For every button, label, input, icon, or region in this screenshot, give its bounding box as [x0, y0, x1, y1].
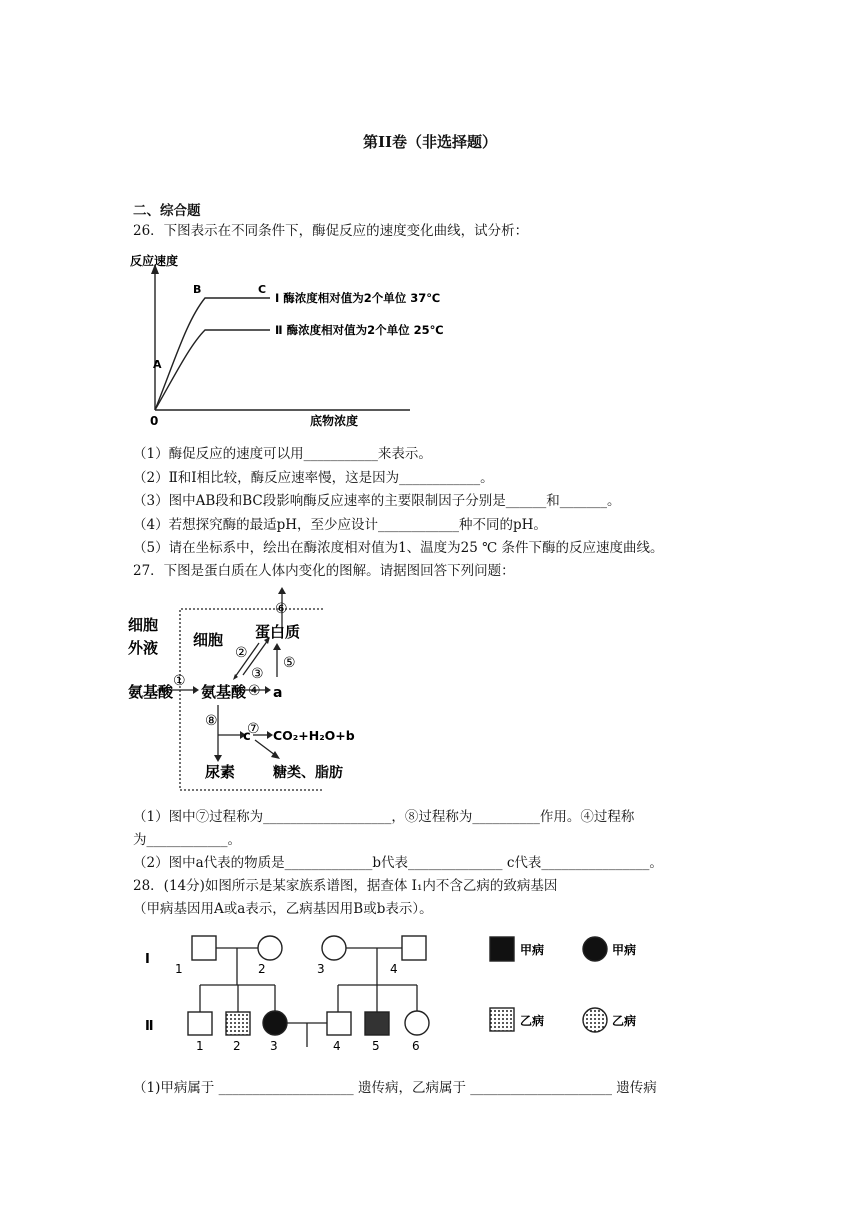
individual-II-3 — [263, 1011, 287, 1035]
process-5-label: ⑤ — [283, 655, 296, 671]
process-1-label: ① — [173, 673, 186, 689]
y-axis-label: 反应速度 — [130, 254, 179, 268]
legend-a-male-label: 甲病 — [520, 943, 545, 957]
q26-item-2: （2）Ⅱ和Ⅰ相比较，酶反应速率慢，这是因为____________。 — [133, 470, 494, 486]
label-II-6: 6 — [412, 1039, 420, 1053]
curve-1-label: Ⅰ 酶浓度相对值为2个单位 37℃ — [275, 291, 441, 305]
section-title: 第II卷（非选择题） — [362, 133, 498, 151]
point-b-label: B — [193, 283, 202, 296]
label-I-2: 2 — [258, 962, 266, 976]
label-I-4: 4 — [390, 962, 398, 976]
generation-2-label: Ⅱ — [145, 1019, 154, 1034]
x-axis-label: 底物浓度 — [310, 414, 359, 428]
q26-stem: 26．下图表示在不同条件下，酶促反应的速度变化曲线，试分析： — [133, 223, 529, 239]
products-label: CO₂+H₂O+b — [273, 728, 355, 743]
curve-2-label: Ⅱ 酶浓度相对值为2个单位 25℃ — [275, 323, 444, 337]
legend-a-male-symbol — [490, 937, 514, 961]
label-I-1: 1 — [175, 962, 183, 976]
q28-stem: 28．(14分)如图所示是某家族系谱图，据查体 I₁内不含乙病的致病基因 — [133, 878, 558, 894]
substance-c-label: c — [243, 729, 251, 744]
cell-label: 细胞 — [193, 631, 224, 649]
individual-II-2 — [226, 1012, 250, 1035]
extracellular-label-2: 外液 — [128, 639, 159, 657]
substance-a-label: a — [273, 685, 283, 701]
section-heading: 二、综合题 — [133, 203, 201, 219]
individual-II-1 — [188, 1012, 212, 1035]
q28-pedigree-figure — [125, 925, 735, 1065]
process-6-label: ⑥ — [275, 601, 288, 617]
q26-item-5: （5）请在坐标系中，绘出在酶浓度相对值为1、温度为25 ℃ 条件下酶的反应速度曲线。 — [133, 540, 664, 556]
individual-II-5 — [365, 1012, 389, 1035]
process-2-label: ② — [235, 645, 248, 661]
q28-stem-2: （甲病基因用A或a表示，乙病基因用B或b表示）。 — [133, 901, 433, 917]
individual-II-6 — [405, 1011, 429, 1035]
q27-item-1b: 为____________。 — [133, 832, 241, 848]
legend-b-male-label: 乙病 — [520, 1014, 545, 1028]
q28-item-1: （1)甲病属于 ____________________ 遗传病，乙病属于 _____________________ 遗传病 — [133, 1080, 657, 1096]
label-II-3: 3 — [270, 1039, 278, 1053]
individual-II-4 — [327, 1012, 351, 1035]
sugars-fats-label: 糖类、脂肪 — [273, 765, 343, 781]
process-3-label: ③ — [251, 666, 264, 682]
label-I-3: 3 — [317, 962, 325, 976]
individual-I-2 — [258, 936, 282, 960]
label-II-5: 5 — [372, 1039, 380, 1053]
label-II-1: 1 — [196, 1039, 204, 1053]
individual-I-1 — [192, 936, 216, 960]
q26-enzyme-curve-figure — [125, 250, 465, 430]
individual-I-4 — [402, 936, 426, 960]
q27-stem: 27．下图是蛋白质在人体内变化的图解。请据图回答下列问题： — [133, 563, 515, 579]
amino-acid-inside-label: 氨基酸 — [201, 683, 247, 701]
point-c-label: C — [258, 283, 267, 296]
legend-a-female-label: 甲病 — [612, 943, 637, 957]
generation-1-label: Ⅰ — [145, 952, 150, 967]
amino-acid-outside-label: 氨基酸 — [128, 683, 174, 701]
legend-b-female-label: 乙病 — [612, 1014, 637, 1028]
origin-label: 0 — [150, 414, 159, 428]
q26-item-3: （3）图中AB段和BC段影响酶反应速率的主要限制因子分别是______和_______。 — [133, 493, 621, 509]
label-II-4: 4 — [333, 1039, 341, 1053]
legend-a-female-symbol — [583, 937, 607, 961]
extracellular-label-1: 细胞 — [128, 616, 159, 634]
process-4-label: ④ — [248, 683, 261, 699]
q26-item-4: （4）若想探究酶的最适pH，至少应设计____________种不同的pH。 — [133, 517, 547, 533]
q26-item-1: （1）酶促反应的速度可以用___________来表示。 — [133, 446, 432, 462]
q27-item-2: （2）图中a代表的物质是_____________b代表______________ c代表________________。 — [133, 855, 663, 871]
protein-label: 蛋白质 — [255, 623, 301, 641]
label-II-2: 2 — [233, 1039, 241, 1053]
process-8-label: ⑧ — [205, 713, 218, 729]
point-a-label: A — [153, 358, 162, 371]
legend-b-female-symbol — [583, 1008, 607, 1032]
process-7-label: ⑦ — [247, 721, 260, 737]
q27-protein-metabolism-figure — [125, 585, 355, 795]
q27-item-1a: （1）图中⑦过程称为___________________，⑧过程称为__________作用。④过程称 — [133, 809, 635, 825]
urea-label: 尿素 — [205, 763, 236, 781]
individual-I-3 — [322, 936, 346, 960]
legend-b-male-symbol — [490, 1008, 514, 1031]
